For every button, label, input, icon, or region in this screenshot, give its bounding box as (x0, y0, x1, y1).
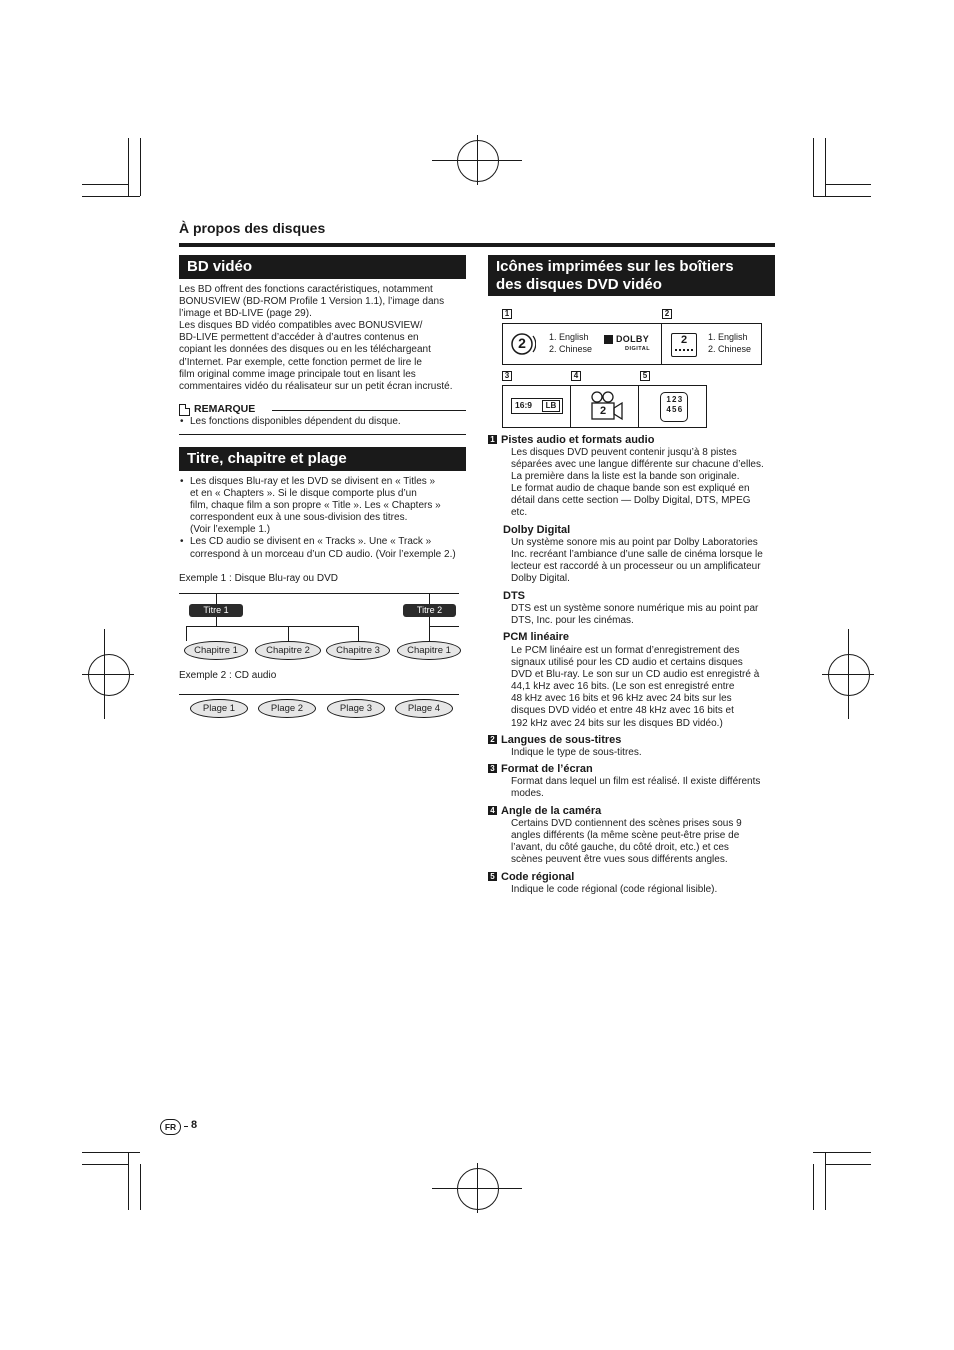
region-row-2: 4 5 6 (666, 405, 682, 414)
title-tag: Titre 2 (403, 604, 456, 617)
icon-number: 5 (640, 371, 650, 381)
feature-body: Format dans lequel un film est réalisé. Il existe différents modes. (511, 776, 761, 800)
track-pill: Plage 1 (190, 699, 248, 718)
camera-icon (589, 390, 625, 422)
audio-icon-box (502, 323, 663, 365)
feature-number: 4 (488, 806, 497, 815)
example1-caption: Exemple 1 : Disque Blu-ray ou DVD (179, 573, 338, 584)
remarque-line (272, 410, 466, 411)
feature-heading (503, 631, 569, 643)
feature-body: Indique le type de sous-titres. (511, 747, 642, 758)
region-code-box (638, 385, 707, 428)
subtitle-lang-2: 2. Chinese (708, 344, 752, 354)
feature-title: Dolby Digital (503, 524, 571, 536)
feature-title: Code régional (501, 871, 575, 883)
icon-number: 1 (502, 309, 512, 319)
feature-number: 5 (488, 872, 497, 881)
chapter-pill: Chapitre 1 (184, 641, 248, 660)
feature-title: PCM linéaire (503, 631, 570, 643)
audio-lang-2: 2. Chinese (549, 344, 593, 354)
feature-body: Le PCM linéaire est un format d’enregistrement des signaux utilisé pour les CD audio et certains disques DVD et Blu-ray. Le son sur un CD audio est enregistré à 44,1 kHz avec 16 bits. (Le son est enregistré entre 48 kHz avec 16 bits et 96 kHz avec 24 bits sur les disques DVD vidéo et entre 48 kHz avec 16 bits et 192 kHz avec 24 bits sur les disques BD vidéo.) (511, 645, 760, 729)
icones-title-line2: des disques DVD vidéo (496, 276, 662, 293)
dolby-logo (604, 333, 656, 355)
bd-video-body: Les BD offrent des fonctions caractéristiques, notamment BONUSVIEW (BD-ROM Profile 1 Version 1.1), l’image dans l’image et BD-LIVE (page 29). Les disques BD vidéo compatibles avec BONUSVIEW/ BD-LIVE permettent d’accéder à d’autres contenus en copiant les données des disques ou en les téléchargeant d’Internet. Par exemple, cette fonction permet de lire le film original comme image principale tout en lisant les commentaires vidéo du réalisateur sur un petit écran incrusté. (179, 284, 453, 392)
screen-format-box (502, 385, 572, 428)
title-tag: Titre 1 (189, 604, 243, 617)
remarque-item: • Les fonctions disponibles dépendent du disque. (179, 416, 466, 428)
dolby-sub: DIGITAL (625, 346, 651, 352)
page-footer (160, 1119, 220, 1135)
subtitle-lang-1: 1. English (708, 332, 748, 342)
section-title: À propos des disques (179, 220, 326, 236)
feature-body: Les disques DVD peuvent contenir jusqu’à 8 pistes séparées avec une langue différente sur chacune d’elles. La première dans la liste est la bande son originale. Le format audio de chaque bande son est expliqué en détail dans cette section — Dolby Digital, DTS, MPEG etc. (511, 447, 764, 519)
feature-heading (503, 590, 525, 602)
icones-title-line1: Icônes imprimées sur les boîtiers (496, 258, 734, 275)
language-badge: FR (160, 1119, 181, 1135)
feature-title: Pistes audio et formats audio (501, 434, 655, 446)
feature-number: 3 (488, 764, 497, 773)
titre-chapitre-title: Titre, chapitre et plage (187, 450, 347, 467)
track-pill: Plage 2 (258, 699, 316, 718)
camera-angle-box (570, 385, 640, 428)
remarque-end-rule (179, 434, 466, 435)
feature-number: 1 (488, 435, 497, 444)
feature-body: Certains DVD contiennent des scènes prises sous 9 angles différents (la même scène peut-être prise de l’avant, du côté gauche, du côté droit, etc.) et ces scènes peuvent être vues sous différents angles. (511, 818, 742, 866)
page-number: 8 (191, 1119, 198, 1131)
subtitle-icon-box (661, 323, 762, 365)
feature-heading (488, 434, 654, 446)
footer-dash (184, 1126, 188, 1127)
track-pill: Plage 3 (327, 699, 385, 718)
icones-heading (488, 255, 775, 296)
feature-heading (488, 805, 601, 817)
feature-title: Langues de sous-titres (501, 734, 622, 746)
titre-chapitre-bullet: • Les CD audio se divisent en « Tracks ». Une « Track » correspond à un morceau d’un CD audio. (Voir l’exemple 2.) (179, 536, 474, 560)
titre-chapitre-list (179, 476, 474, 561)
feature-body: Un système sonore mis au point par Dolby Laboratories Inc. recréant l’ambiance d’une salle de cinéma lorsque le lecteur est raccordé à un processeur ou un amplificateur Dolby Digital. (511, 537, 763, 585)
region-row-1: 1 2 3 (666, 395, 682, 404)
example2-caption: Exemple 2 : CD audio (179, 670, 277, 681)
audio-tracks-icon (508, 330, 536, 358)
chapter-pill: Chapitre 1 (397, 641, 461, 660)
audio-track-count: 2 (518, 335, 526, 351)
screen-lb: LB (542, 400, 560, 412)
audio-lang-1: 1. English (549, 332, 589, 342)
feature-title: Angle de la caméra (501, 805, 602, 817)
screen-format-icon (511, 398, 563, 414)
bd-video-title: BD vidéo (187, 258, 253, 275)
header-rule (179, 243, 775, 247)
subtitle-icon (671, 333, 697, 357)
feature-heading (488, 763, 593, 775)
screen-ratio: 16:9 (515, 400, 533, 410)
feature-heading (488, 734, 621, 746)
remarque-header (179, 403, 466, 417)
camera-angle-number: 2 (599, 405, 607, 417)
bd-video-heading (179, 255, 466, 279)
chapter-pill: Chapitre 2 (255, 641, 321, 660)
feature-body: Indique le code régional (code régional lisible). (511, 884, 718, 895)
feature-number: 2 (488, 735, 497, 744)
icon-number: 2 (662, 309, 672, 319)
subtitle-count: 2 (680, 334, 688, 346)
region-globe-icon (660, 392, 688, 422)
feature-body: DTS est un système sonore numérique mis au point par DTS, Inc. pour les cinémas. (511, 603, 759, 627)
icon-number: 4 (571, 371, 581, 381)
feature-heading (488, 871, 574, 883)
dolby-text: DOLBY (616, 334, 649, 344)
dolby-mark-icon (604, 335, 613, 344)
feature-title: Format de l’écran (501, 763, 593, 775)
titre-chapitre-heading (179, 447, 466, 471)
note-icon (179, 404, 190, 416)
remarque-label: REMARQUE (194, 403, 256, 415)
track-pill: Plage 4 (395, 699, 453, 718)
remarque-list (179, 416, 466, 428)
titre-chapitre-bullet: • Les disques Blu-ray et les DVD se divisent en « Titles » et en « Chapters ». Si le disque comporte plus d’un film, chaque film a son propre « Title ». Les « Chapters » correspondent eux à une sous-division des titres. (Voir l’exemple 1.) (179, 476, 474, 536)
feature-heading (503, 524, 570, 536)
feature-title: DTS (503, 590, 525, 602)
chapter-pill: Chapitre 3 (326, 641, 390, 660)
icon-number: 3 (502, 371, 512, 381)
